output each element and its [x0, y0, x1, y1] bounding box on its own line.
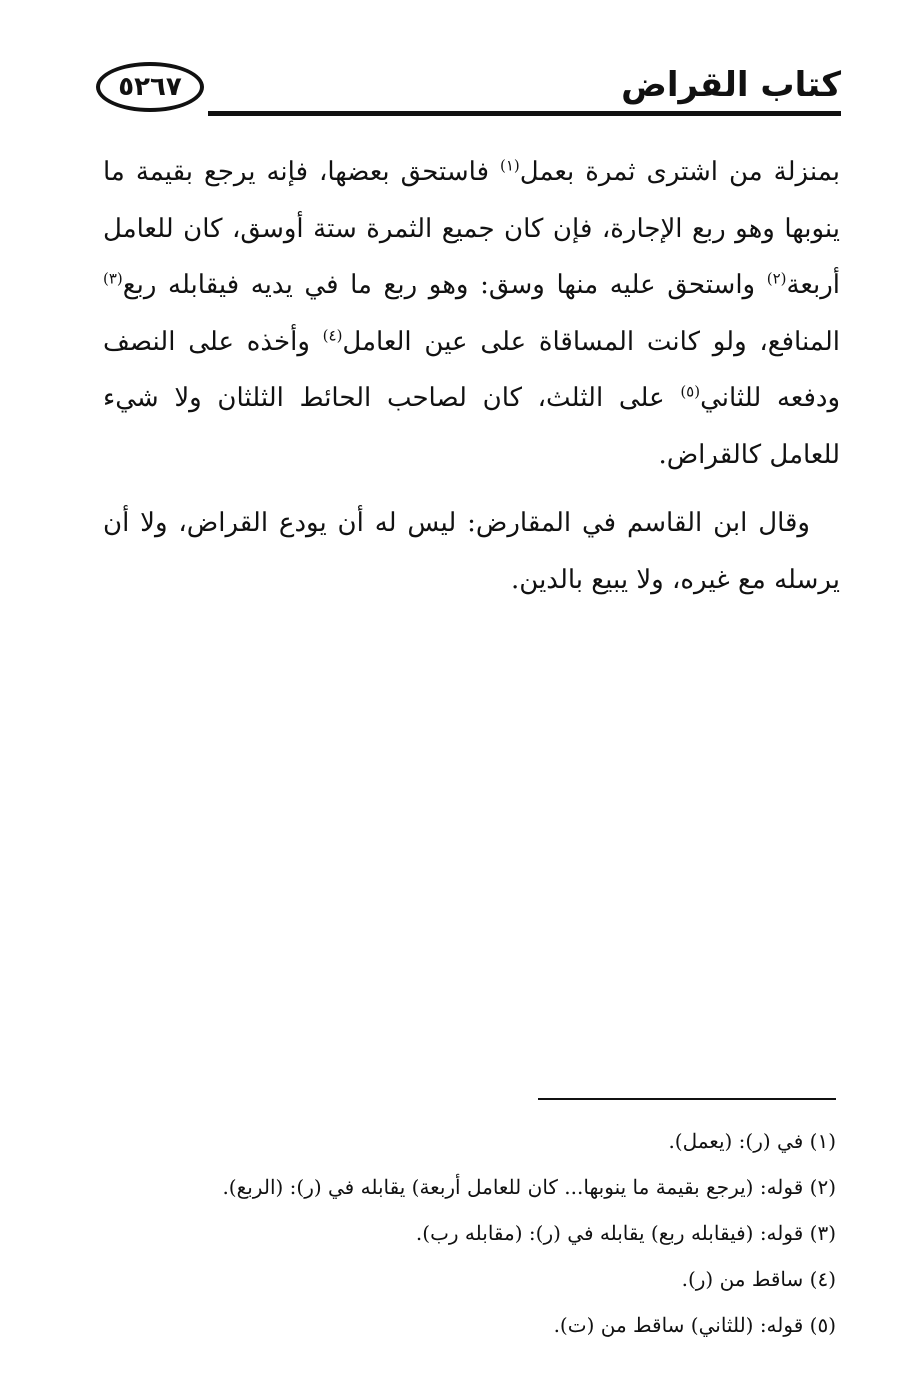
- footnote-ref-4: (٤): [322, 325, 343, 344]
- footnote-ref-5: (٥): [680, 382, 701, 401]
- footnote-ref-2: (٢): [766, 269, 787, 288]
- footnotes: [196, 1118, 836, 1348]
- page-header: [96, 62, 841, 122]
- page-number: ٥٢٦٧: [118, 72, 182, 102]
- footnote-separator: [538, 1098, 836, 1100]
- main-text: [103, 144, 840, 620]
- footnote-5: (٥) قوله: (للثاني) ساقط من (ت).: [553, 1313, 836, 1337]
- footnote-4: (٤) ساقط من (ر).: [681, 1267, 836, 1291]
- footnote-2: (٢) قوله: (يرجع بقيمة ما ينوبها... كان للعامل أربعة) يقابله في (ر): (الربع).: [222, 1175, 836, 1199]
- text-segment: فاستحق بعضها، فإنه يرجع بقيمة ما ينوبها وهو ربع الإجارة، فإن كان جميع الثمرة ستة أوسق، كان للعامل أربعة: [103, 157, 840, 300]
- footnote-ref-3: (٣): [103, 269, 123, 288]
- text-segment: بمنزلة من اشترى ثمرة بعمل: [519, 157, 841, 187]
- footnote-1: (١) في (ر): (يعمل).: [668, 1129, 836, 1153]
- paragraph-2: وقال ابن القاسم في المقارض: ليس له أن يودع القراض، ولا أن يرسله مع غيره، ولا يبيع بالدين.: [103, 508, 840, 595]
- footnote-3: (٣) قوله: (فيقابله ربع) يقابله في (ر): (مقابله رب).: [415, 1221, 836, 1245]
- header-rule: [208, 111, 841, 116]
- text-segment: وأخذه على النصف ودفعه للثاني: [103, 326, 841, 413]
- running-title: كتاب القراض: [621, 65, 841, 105]
- page-number-badge: [96, 62, 204, 112]
- footnote-ref-1: (١): [500, 156, 520, 175]
- text-segment: المنافع، ولو كانت المساقاة على عين العامل: [342, 326, 840, 357]
- text-segment: واستحق عليه منها وسق: وهو ربع ما في يديه فيقابله ربع: [122, 270, 767, 300]
- text-segment: على الثلث، كان لصاحب الحائط الثلثان ولا شيء للعامل كالقراض.: [103, 383, 840, 470]
- paragraph-1: [103, 144, 840, 483]
